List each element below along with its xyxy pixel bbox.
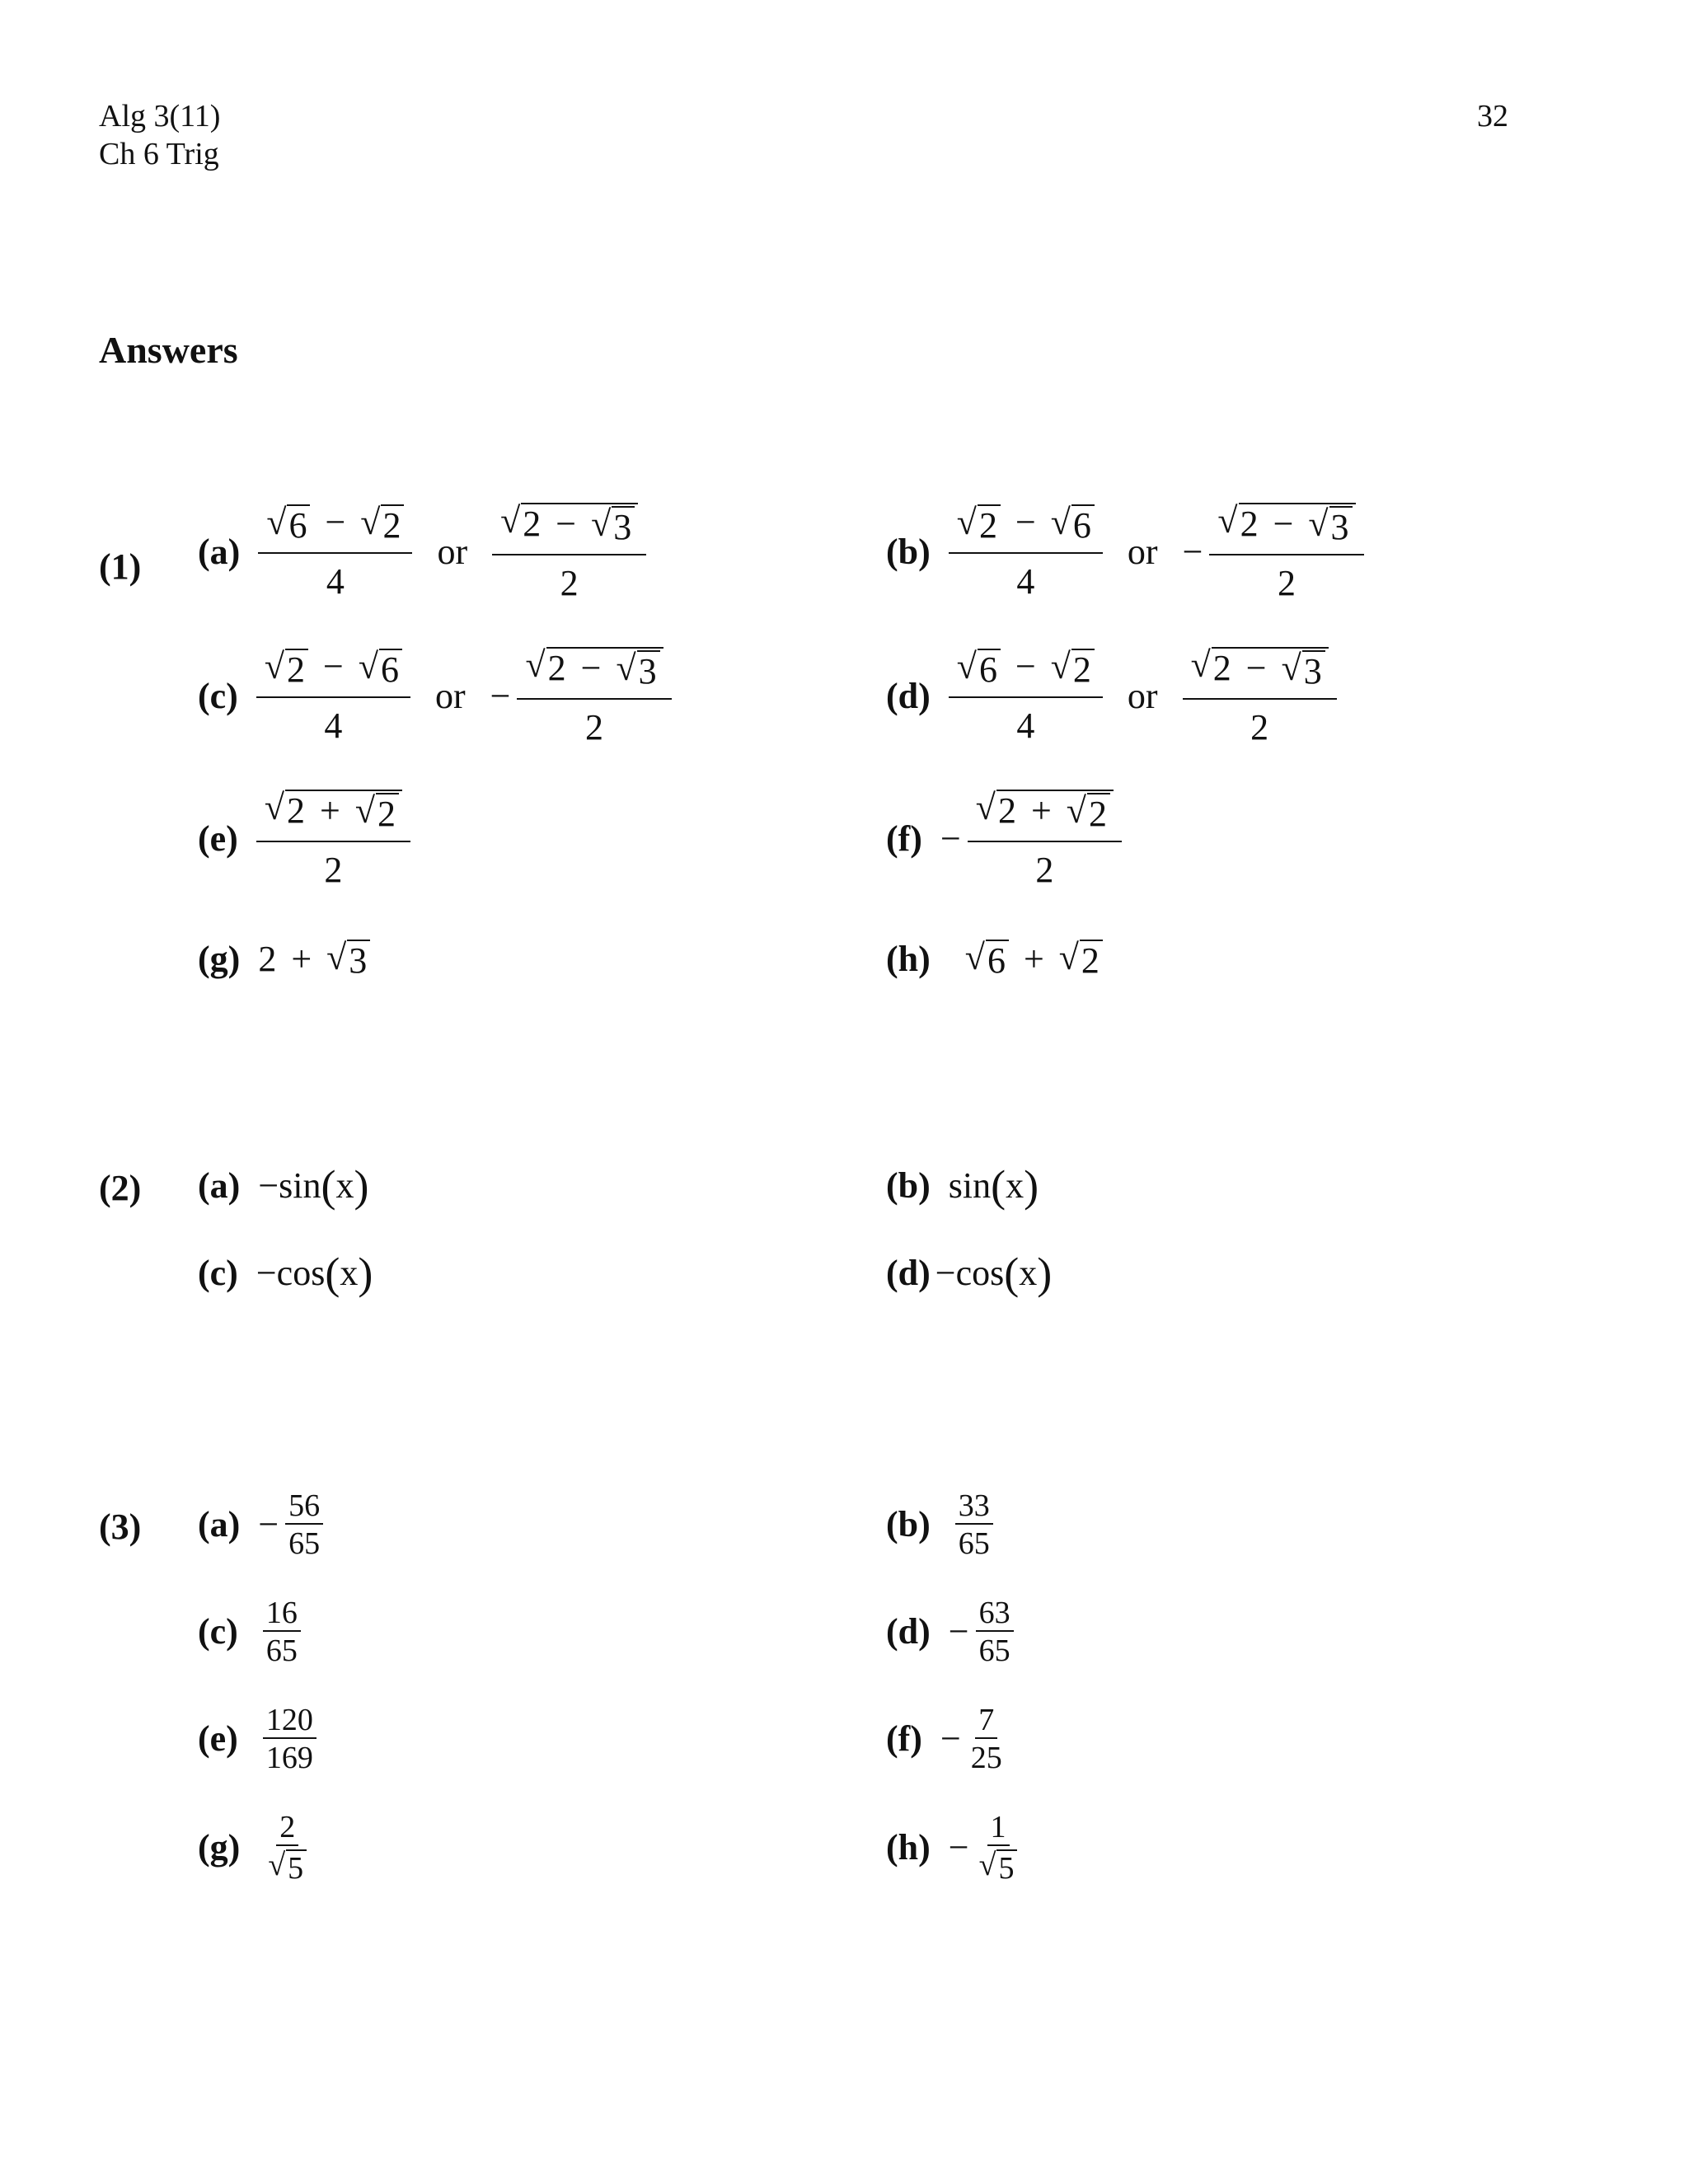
fraction: $\frac{16}{65}$ <box>263 1597 301 1666</box>
answer-1f: (f) − √ 2 + √ 2 2 <box>886 790 1122 888</box>
answer-3a: (a) − $\frac{56}{65}$ <box>198 1490 323 1559</box>
answer-label: (a) <box>198 532 241 572</box>
fraction: $\frac{33}{65}$ <box>955 1490 993 1559</box>
question-number: (3) <box>99 1507 142 1547</box>
answer-label: (b) <box>886 1504 931 1544</box>
answer-1e <box>198 787 410 890</box>
answer-3f: (f) − $\frac{7}{25}$ <box>886 1704 1006 1774</box>
fraction: $\frac{56}{65}$ <box>285 1490 323 1559</box>
fraction: 2 √ 5 <box>265 1811 310 1884</box>
course-label: Alg 3(11) <box>99 99 221 134</box>
fraction: √ 2 + √ 2 2 <box>256 790 410 888</box>
or-text: or <box>434 676 466 716</box>
answer-1g: (g) 2 + √ 3 <box>198 940 370 979</box>
answer-label: (c) <box>198 1611 238 1652</box>
fraction: √ 2 − √ 3 2 <box>1183 647 1337 746</box>
answer-3e <box>198 1704 316 1774</box>
fraction: $\frac{120}{169}$ <box>263 1704 316 1774</box>
question-number: (1) <box>99 546 142 587</box>
answer-label: (d) <box>886 1253 931 1293</box>
answer-label: (b) <box>886 1165 931 1206</box>
question-number: (2) <box>99 1168 142 1208</box>
answer-label: (c) <box>198 676 238 716</box>
answer-2b: (b) sin ( x ) <box>886 1161 1039 1211</box>
answer-3h: (h) − 1 √ 5 <box>886 1811 1020 1884</box>
answer-3c <box>198 1597 301 1666</box>
answer-label: (a) <box>198 1504 241 1544</box>
answer-2a: (a) − sin ( x ) <box>198 1161 369 1211</box>
fraction: $\frac{7}{25}$ <box>970 1703 1002 1775</box>
fraction: √ 2 + √ 2 2 <box>968 790 1122 888</box>
page-number: 32 <box>1477 99 1508 134</box>
answer-label: (f) <box>886 1718 922 1759</box>
answer-label: (g) <box>198 1827 241 1868</box>
or-text: or <box>1127 532 1158 572</box>
document-header <box>99 97 220 173</box>
fraction: √ 2 − √ 3 2 <box>492 503 646 602</box>
fraction: √ 2 − √ 3 2 <box>1209 503 1363 602</box>
answer-label: (e) <box>198 1718 238 1759</box>
answer-label: (a) <box>198 1165 241 1206</box>
answer-label: (g) <box>198 939 241 979</box>
fraction: 1 √ 5 <box>976 1811 1021 1884</box>
fraction: $\frac{63}{65}$ <box>976 1597 1014 1666</box>
answer-3g <box>198 1811 310 1884</box>
answer-2c: (c) − cos ( x ) <box>198 1249 373 1298</box>
answer-label: (h) <box>886 1827 931 1868</box>
fraction: √ 6 − √ 2 4 <box>949 649 1103 744</box>
fraction: √ 2 − √ 3 2 <box>517 647 671 746</box>
answer-label: (h) <box>886 939 931 979</box>
answer-label: (e) <box>198 818 238 859</box>
or-text: or <box>1127 676 1158 716</box>
answer-label: (d) <box>886 676 931 716</box>
answer-3d: (d) − $\frac{63}{65}$ <box>886 1597 1014 1666</box>
answer-label: (f) <box>886 818 922 859</box>
or-text: or <box>437 532 468 572</box>
answer-label: (b) <box>886 532 931 572</box>
answer-label: (d) <box>886 1611 931 1652</box>
answer-1d <box>886 644 1337 748</box>
page-title: Answers <box>99 329 238 371</box>
fraction: √ 2 − √ 6 4 <box>949 504 1103 600</box>
answer-label: (c) <box>198 1253 238 1293</box>
fraction: √ 2 − √ 6 4 <box>256 649 410 744</box>
answer-1c: (c) √ 2 − √ 6 4 or − √ 2 − √ 3 2 <box>198 647 672 746</box>
answer-1a <box>198 500 646 603</box>
answer-1b: (b) √ 2 − √ 6 4 or − √ 2 − √ 3 2 <box>886 503 1364 602</box>
fraction: √ 6 − √ 2 4 <box>258 504 412 600</box>
answer-3b <box>886 1490 993 1559</box>
answer-1h: (h) √ 6 + √ 2 <box>886 940 1103 979</box>
answer-2d: (d) − cos ( x ) <box>886 1249 1053 1298</box>
chapter-label: Ch 6 Trig <box>99 137 219 171</box>
